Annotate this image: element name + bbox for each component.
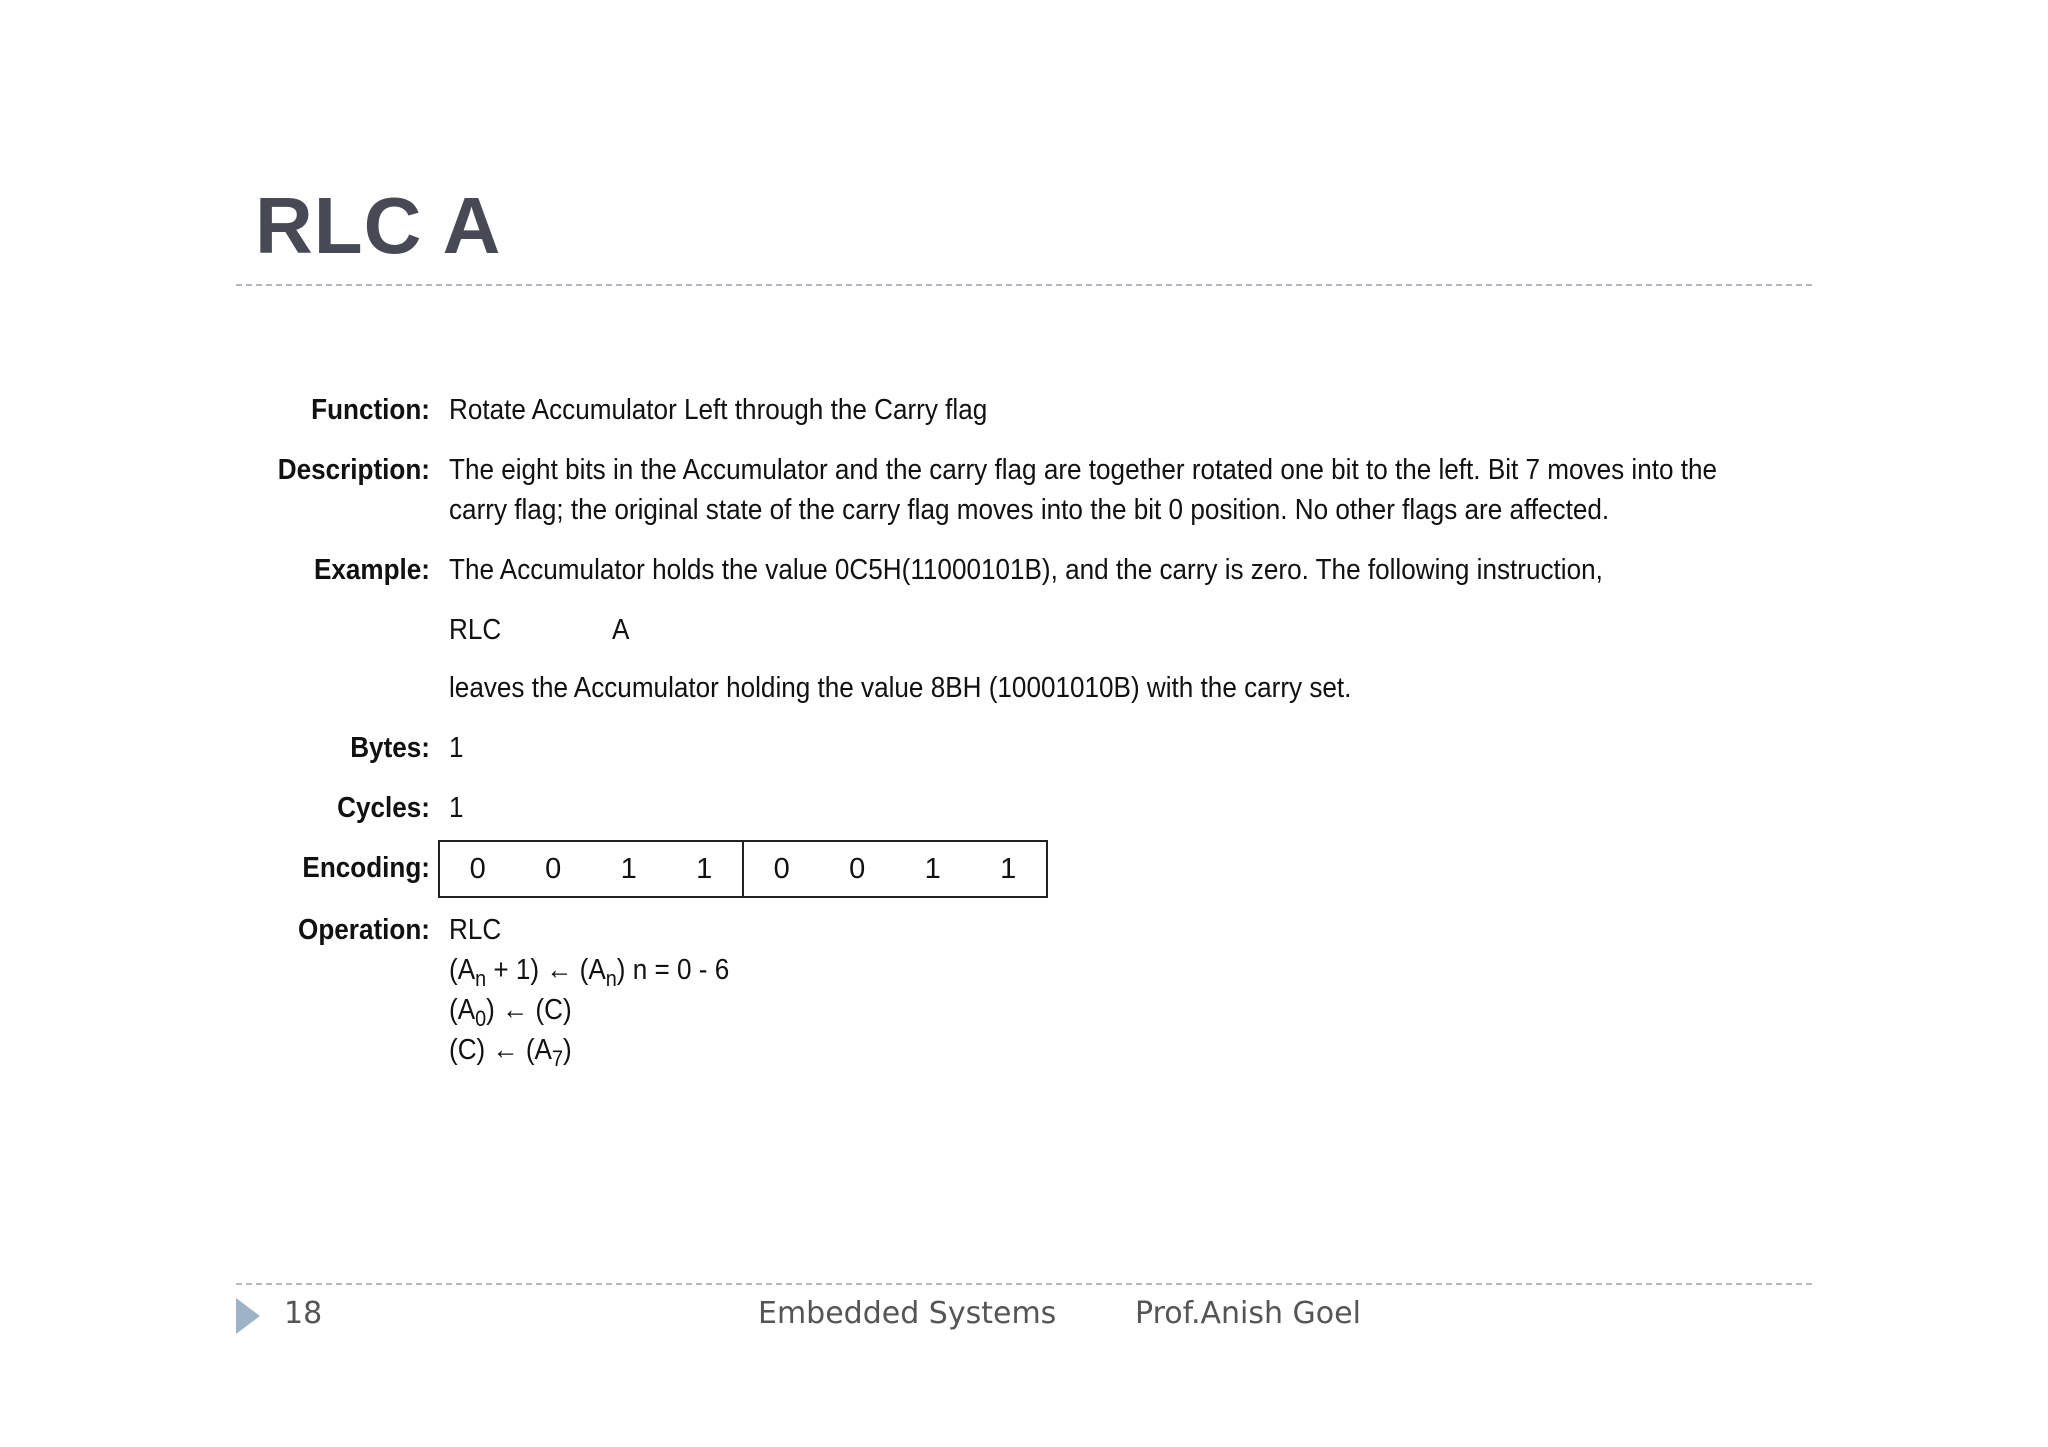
footer-divider — [236, 1283, 1812, 1285]
encoding-bit: 1 — [924, 852, 941, 885]
encoding-high-nibble — [440, 842, 742, 896]
function-text: Rotate Accumulator Left through the Carry flag — [449, 394, 988, 426]
encoding-low-nibble — [742, 842, 1046, 896]
bytes-label: Bytes: — [350, 732, 430, 764]
footer-course: Embedded Systems — [758, 1296, 1057, 1331]
encoding-bit: 0 — [773, 852, 790, 885]
example-label: Example: — [313, 554, 430, 586]
operation-name: RLC — [449, 914, 502, 946]
encoding-bit: 1 — [696, 852, 713, 885]
encoding-bit: 1 — [620, 852, 637, 885]
description-line-1: The eight bits in the Accumulator and the carry flag are together rotated one bit to the left. Bit 7 moves into the — [449, 454, 1718, 486]
encoding-table — [438, 840, 1048, 898]
footer-author: Prof.Anish Goel — [1135, 1296, 1361, 1331]
example-operand: A — [612, 614, 630, 646]
encoding-bit: 0 — [469, 852, 486, 885]
example-line-1: The Accumulator holds the value 0C5H(11000101B), and the carry is zero. The following instruction, — [449, 554, 1603, 586]
operation-line-3: (C) ← $(A_7)$ — [449, 1034, 572, 1071]
operation-label: Operation: — [298, 914, 430, 946]
encoding-bit: 0 — [849, 852, 866, 885]
operation-line-2: $(A_0)$ ← (C) — [449, 994, 572, 1031]
function-label: Function: — [311, 394, 430, 426]
bytes-value: 1 — [449, 732, 464, 764]
title-divider — [236, 284, 1812, 286]
slide-title: RLC A — [255, 181, 502, 270]
description-line-2: carry flag; the original state of the carry flag moves into the bit 0 position. No other flags are affected. — [449, 494, 1610, 526]
cycles-label: Cycles: — [337, 792, 430, 824]
cycles-value: 1 — [449, 792, 464, 824]
description-label: Description: — [277, 454, 430, 486]
operation-line-1: $(A_n + 1)$ ← $(A_n) n = 0 - 6$ — [449, 954, 730, 991]
encoding-bit: 1 — [1000, 852, 1017, 885]
page-number: 18 — [284, 1296, 323, 1331]
example-mnemonic: RLC — [449, 614, 502, 646]
example-line-3: leaves the Accumulator holding the value 8BH (10001010B) with the carry set. — [449, 672, 1352, 704]
triangle-bullet-icon — [236, 1298, 260, 1334]
encoding-bit: 0 — [545, 852, 562, 885]
encoding-label: Encoding: — [302, 852, 430, 884]
